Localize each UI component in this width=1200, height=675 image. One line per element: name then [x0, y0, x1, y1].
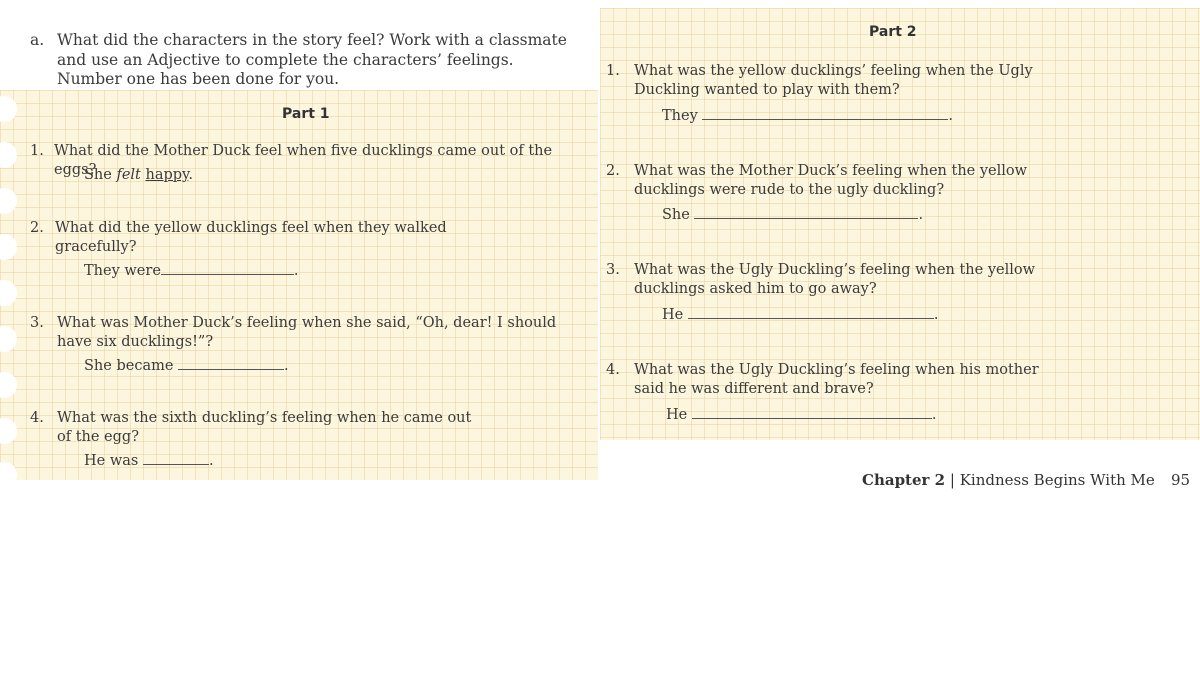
question-number: 3. — [30, 315, 44, 331]
answer-prefix: She became — [84, 358, 174, 374]
answer-blank[interactable] — [688, 306, 934, 319]
answer-verb: felt — [116, 167, 141, 183]
punch-hole — [0, 234, 17, 260]
chapter-number: Chapter 2 — [862, 471, 946, 489]
part-1-title: Part 1 — [282, 106, 330, 122]
question-number: 4. — [606, 362, 620, 378]
part-1-question-2 — [30, 219, 490, 259]
answer-blank[interactable] — [178, 357, 284, 370]
part-1-answer-1 — [84, 167, 193, 183]
part-1-answer-2 — [84, 262, 299, 279]
answer-prefix: He — [666, 407, 688, 423]
footer-separator: | — [949, 471, 955, 489]
question-number: 4. — [30, 410, 44, 426]
answer-blank[interactable] — [694, 206, 918, 219]
instruction-text: What did the characters in the story feel? Work with a classmate and use an Adjective to complete the characters’ feelings. Number one has been done for you. — [57, 31, 567, 88]
part-2-answer-4 — [666, 406, 936, 423]
question-text: What was Mother Duck’s feeling when she said, “Oh, dear! I should have six ducklings!”? — [57, 315, 557, 350]
question-text: What did the Mother Duck feel when five ducklings came out of the eggs? — [54, 143, 553, 178]
question-number: 1. — [30, 143, 44, 159]
question-text: What was the Ugly Duckling’s feeling when the yellow ducklings asked him to go away? — [634, 262, 1036, 297]
part-1-answer-3 — [84, 357, 289, 374]
part-2-answer-1 — [662, 107, 953, 124]
question-number: 1. — [606, 63, 620, 79]
punch-hole — [0, 372, 17, 398]
answer-end: . — [948, 108, 954, 124]
part-1-question-3 — [30, 314, 590, 354]
question-number: 2. — [30, 220, 44, 236]
part-2-answer-2 — [662, 206, 923, 223]
question-text: What did the yellow ducklings feel when they walked gracefully? — [55, 220, 447, 255]
question-number: 3. — [606, 262, 620, 278]
answer-blank[interactable] — [702, 107, 948, 120]
answer-blank[interactable] — [692, 406, 932, 419]
part-2-question-1 — [606, 62, 1046, 102]
answer-word: happy — [145, 167, 189, 183]
punch-hole — [0, 142, 17, 168]
part-2-question-3 — [606, 261, 1046, 301]
punch-hole — [0, 462, 17, 488]
answer-end: . — [208, 453, 214, 469]
answer-prefix: He — [662, 307, 684, 323]
part-2-question-4 — [606, 361, 1046, 401]
answer-prefix: They were — [84, 263, 161, 279]
instruction-letter: a. — [30, 31, 45, 49]
punch-hole — [0, 326, 17, 352]
question-text: What was the sixth duckling’s feeling when he came out of the egg? — [57, 410, 472, 445]
answer-prefix: She — [662, 207, 690, 223]
part-1-question-4 — [30, 409, 490, 449]
answer-end: . — [188, 167, 193, 183]
punch-hole — [0, 96, 17, 122]
chapter-title: Kindness Begins With Me — [959, 471, 1155, 489]
answer-end: . — [931, 407, 937, 423]
part-2-answer-3 — [662, 306, 938, 323]
answer-end: . — [918, 207, 924, 223]
punch-hole — [0, 418, 17, 444]
answer-blank[interactable] — [161, 262, 294, 275]
punch-hole — [0, 280, 17, 306]
part-2-question-2 — [606, 162, 1046, 202]
answer-prefix: They — [662, 108, 698, 124]
part-1-answer-4 — [84, 452, 214, 469]
answer-prefix: He was — [84, 453, 139, 469]
question-text: What was the Mother Duck’s feeling when the yellow ducklings were rude to the ugly duckling? — [634, 163, 1028, 198]
answer-end: . — [293, 263, 299, 279]
question-text: What was the Ugly Duckling’s feeling when his mother said he was different and brave? — [634, 362, 1039, 397]
page-number: 95 — [1171, 471, 1191, 489]
answer-prefix: She — [84, 167, 112, 183]
question-number: 2. — [606, 163, 620, 179]
part-2-title: Part 2 — [869, 24, 917, 40]
question-text: What was the yellow ducklings’ feeling when the Ugly Duckling wanted to play with them? — [634, 63, 1033, 98]
answer-blank[interactable] — [143, 452, 209, 465]
punch-hole — [0, 188, 17, 214]
page-footer — [862, 471, 1155, 489]
answer-end: . — [284, 358, 289, 374]
answer-end: . — [933, 307, 939, 323]
